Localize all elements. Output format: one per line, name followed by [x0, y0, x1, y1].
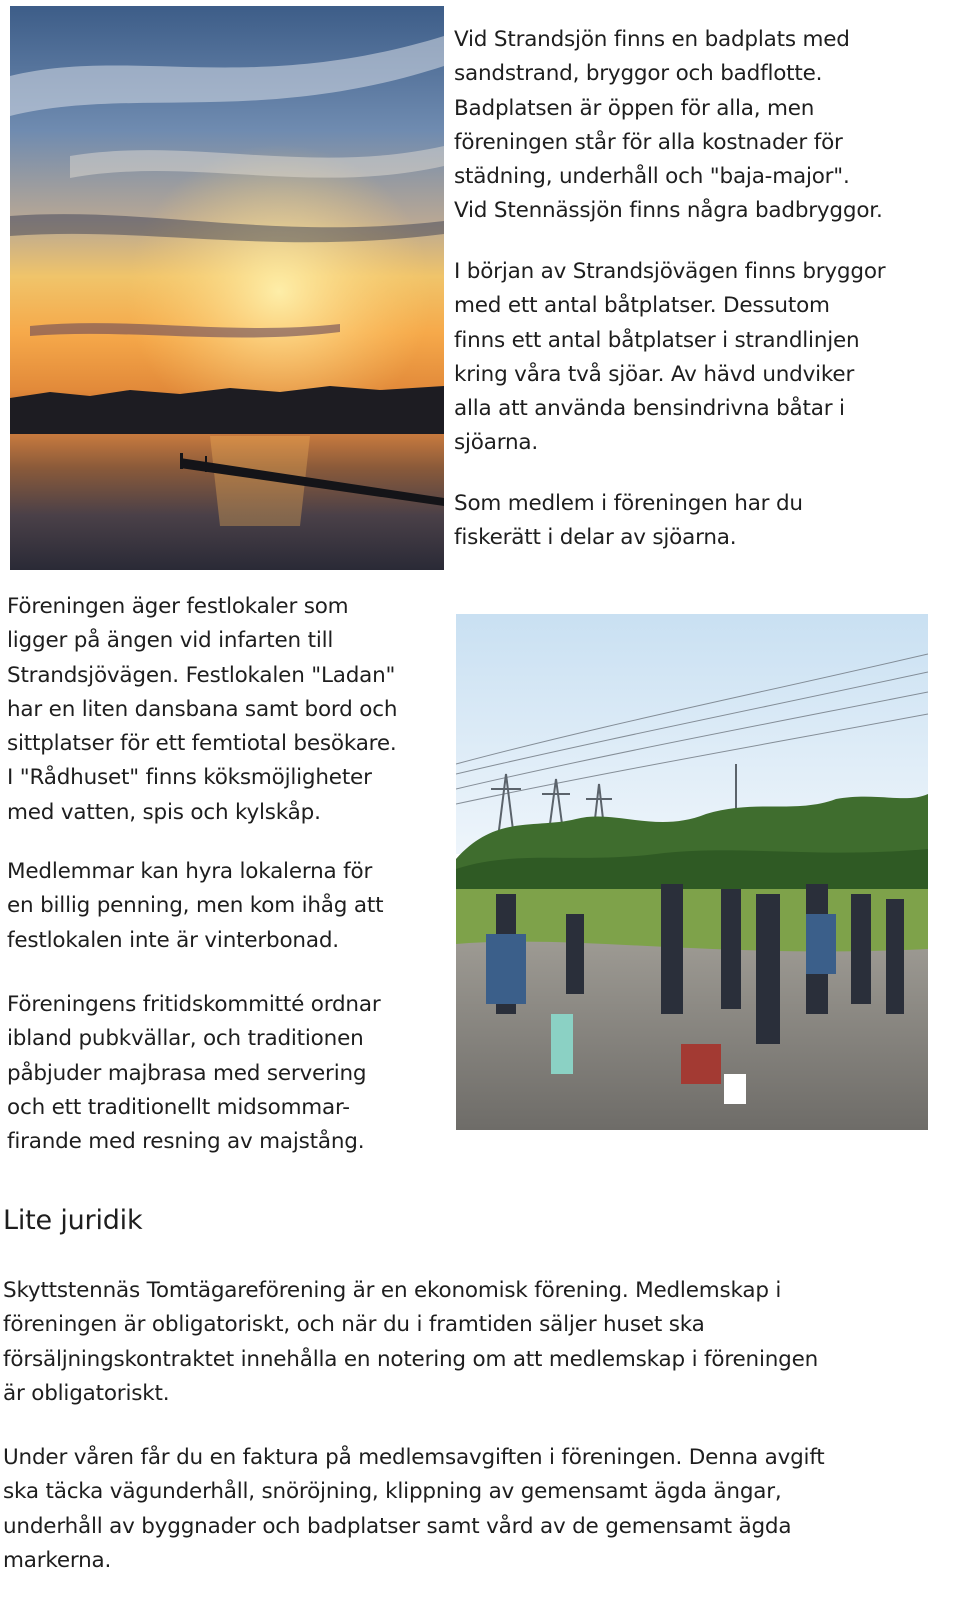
- events-paragraph: Föreningens fritidskommitté ordnar ibland pubkvällar, och traditionen påbjuder majbrasa med servering och ett traditionellt midsommar- firande med resning av majstång.: [7, 992, 381, 1155]
- boat-paragraph: I början av Strandsjövägen finns bryggor med ett antal båtplatser. Dessutom finns ett antal båtplatser i strandlinjen kring våra två sjöar. Av hävd undviker alla att använda bensindrivna båtar i sjöarna.: [454, 259, 886, 456]
- section-heading: Lite juridik: [3, 1205, 143, 1236]
- swim-paragraph-1: Vid Strandsjön finns en badplats med sandstrand, bryggor och badflotte. Badplatsen är öppen för alla, men föreningen står för alla kostnader för städning, underhåll och "baja-major". Vid Stennässjön finns några badbryggor.: [454, 27, 883, 224]
- venue-paragraph: Föreningen äger festlokaler som ligger på ängen vid infarten till Strandsjövägen. Festlokalen "Ladan" har en liten dansbana samt bord och sittplatser för ett femtiotal besökare. I "Rådhuset" finns köksmöjligheter med vatten, spis och kylskåp.: [7, 594, 398, 825]
- sunset-lake-photo: [10, 6, 444, 570]
- legal-paragraph-2: Under våren får du en faktura på medlemsavgiften i föreningen. Denna avgift ska täcka vägunderhåll, snöröjning, klippning av gemensamt ägda ängar, underhåll av byggnader och badplatser samt vård av de gemensamt ägda markerna.: [3, 1445, 825, 1573]
- rental-paragraph: Medlemmar kan hyra lokalerna för en billig penning, men kom ihåg att festlokalen inte är vinterbonad.: [7, 859, 384, 953]
- fishing-paragraph: Som medlem i föreningen har du fiskerätt i delar av sjöarna.: [454, 491, 803, 551]
- meadow-gathering-photo: [456, 614, 928, 1130]
- legal-paragraph-1: Skyttstennäs Tomtägareförening är en ekonomisk förening. Medlemskap i föreningen är obligatoriskt, och när du i framtiden säljer huset ska försäljningskontraktet innehålla en notering om att medlemskap i föreningen är obligatoriskt.: [3, 1278, 819, 1406]
